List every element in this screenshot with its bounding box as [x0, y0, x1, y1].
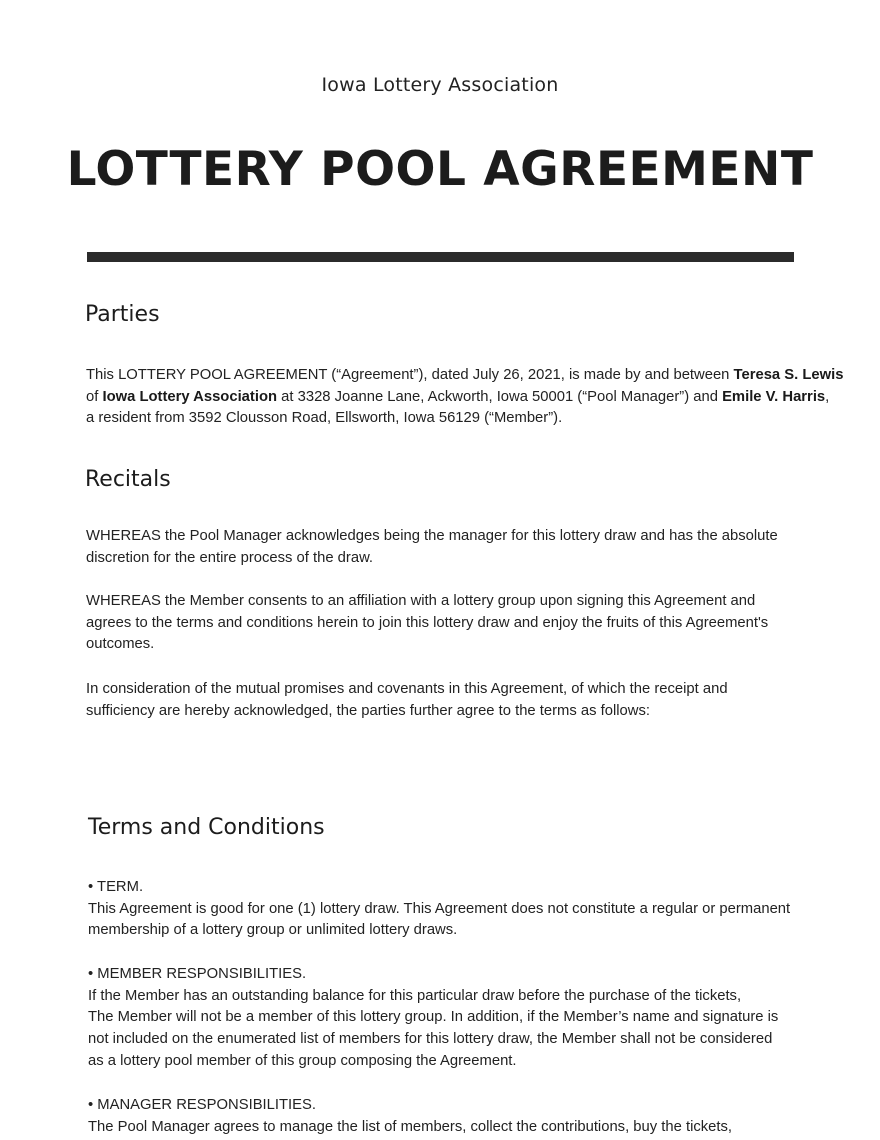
manager-responsibilities-section: • MANAGER RESPONSIBILITIES. The Pool Manager agrees to manage the list of members, collect the contributions, buy the tickets,: [88, 1097, 732, 1135]
member-responsibilities-label: • MEMBER RESPONSIBILITIES.: [88, 966, 307, 982]
parties-paragraph: [86, 365, 843, 430]
organization-name: Iowa Lottery Association: [321, 74, 559, 96]
recital-paragraph-1: WHEREAS the Pool Manager acknowledges being the manager for this lottery draw and has the absolute discretion for the entire process of the draw.: [86, 528, 778, 566]
document-title: LOTTERY POOL AGREEMENT: [66, 142, 814, 197]
recitals-heading: Recitals: [85, 467, 171, 492]
recital-paragraph-3: In consideration of the mutual promises and covenants in this Agreement, of which the receipt and sufficiency are hereby acknowledged, the parties further agree to the terms as follows:: [86, 681, 728, 719]
term-label: • TERM.: [88, 879, 144, 895]
parties-line-2: of Iowa Lottery Association at 3328 Joanne Lane, Ackworth, Iowa 50001 (“Pool Manager”) and Emile V. Harris,: [86, 388, 830, 405]
association-name: Iowa Lottery Association: [102, 388, 278, 405]
terms-heading: Terms and Conditions: [88, 815, 325, 840]
recital-paragraph-2: WHEREAS the Member consents to an affiliation with a lottery group upon signing this Agreement and agrees to the terms and conditions herein to join this lottery draw and enjoy the fruits of this Agreement's outcomes.: [86, 593, 769, 653]
parties-line-1: This LOTTERY POOL AGREEMENT (“Agreement”), dated July 26, 2021, is made by and between Teresa S. Lewis: [86, 367, 844, 383]
term-section: • TERM. This Agreement is good for one (1) lottery draw. This Agreement does not constitute a regular or permanent membership of a lottery group or unlimited lottery draws.: [88, 879, 791, 939]
manager-responsibilities-label: • MANAGER RESPONSIBILITIES.: [88, 1097, 317, 1113]
parties-line-3: a resident from 3592 Clousson Road, Ellsworth, Iowa 56129 (“Member”).: [86, 410, 563, 427]
member-name: Emile V. Harris: [722, 388, 826, 405]
manager-name: Teresa S. Lewis: [733, 367, 844, 383]
member-responsibilities-section: • MEMBER RESPONSIBILITIES. If the Member has an outstanding balance for this particular draw before the purchase of the tickets, The Member will not be a member of this lottery group. In addition, if the Member’s name and signature is not included on the enumerated list of members for this lottery draw, the Member shall not be considered as a lottery pool member of this group composing the Agreement.: [88, 966, 779, 1069]
parties-heading: Parties: [85, 302, 160, 327]
title-divider: [87, 252, 794, 262]
